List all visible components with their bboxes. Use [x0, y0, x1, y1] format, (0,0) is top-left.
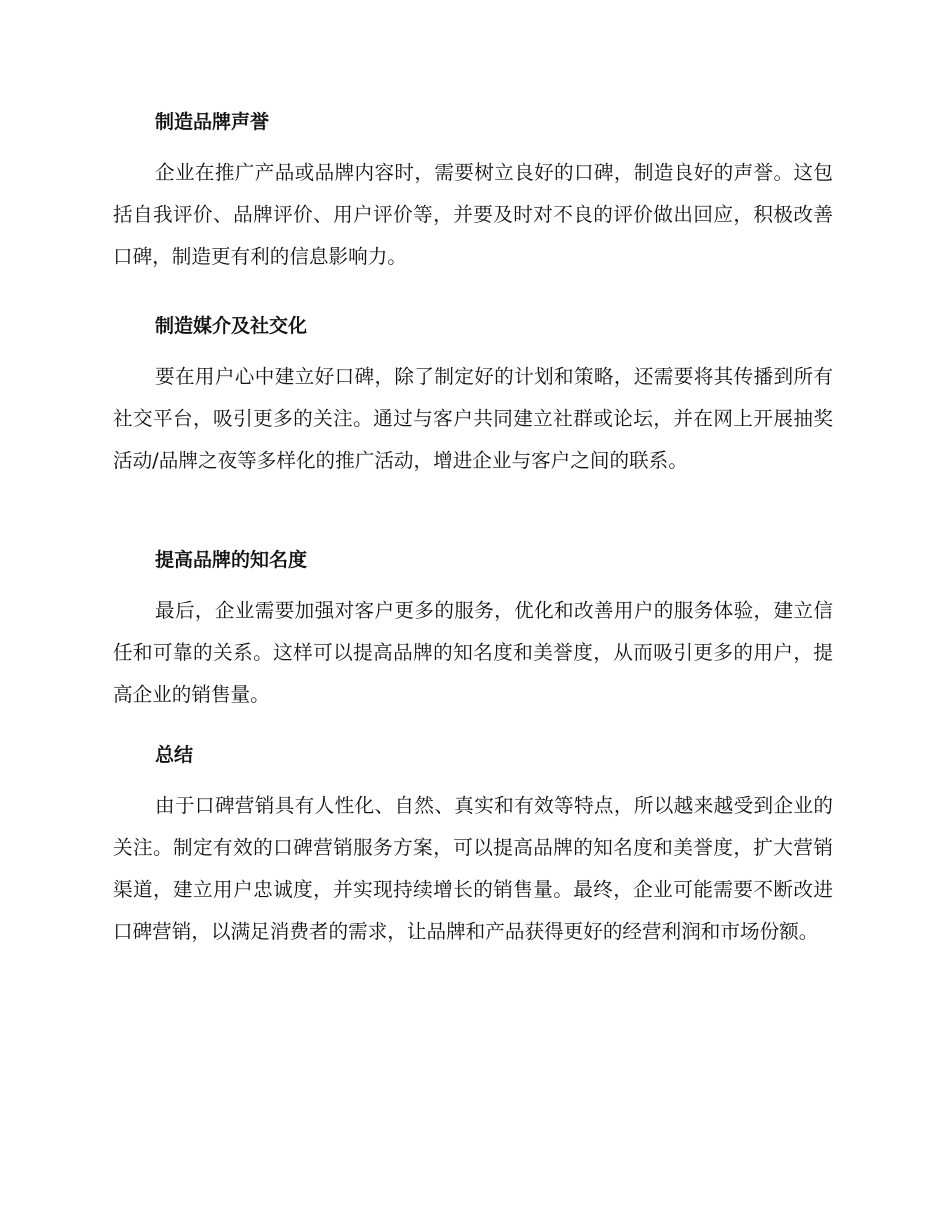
section-paragraph: 由于口碑营销具有人性化、自然、真实和有效等特点，所以越来越受到企业的关注。制定有效的口碑营销服务方案，可以提高品牌的知名度和美誉度，扩大营销渠道，建立用户忠诚度，并实现持续增长的销售量。最终，企业可能需要不断改进口碑营销，以满足消费者的需求，让品牌和产品获得更好的经营利润和市场份额。 — [113, 794, 833, 943]
section-brand-awareness — [113, 546, 833, 726]
section-brand-reputation — [113, 108, 833, 288]
section-paragraph: 企业在推广产品或品牌内容时，需要树立良好的口碑，制造良好的声誉。这包括自我评价、品牌评价、用户评价等，并要及时对不良的评价做出回应，积极改善口碑，制造更有利的信息影响力。 — [113, 161, 833, 268]
section-heading: 制造品牌声誉 — [155, 111, 270, 133]
section-summary — [113, 741, 833, 963]
section-paragraph: 要在用户心中建立好口碑，除了制定好的计划和策略，还需要将其传播到所有社交平台，吸引更多的关注。通过与客户共同建立社群或论坛，并在网上开展抽奖活动/品牌之夜等多样化的推广活动，增进企业与客户之间的联系。 — [113, 365, 833, 472]
section-heading: 总结 — [155, 744, 194, 766]
section-heading: 提高品牌的知名度 — [155, 549, 308, 571]
section-media-social — [113, 312, 833, 492]
section-paragraph: 最后，企业需要加强对客户更多的服务，优化和改善用户的服务体验，建立信任和可靠的关系。这样可以提高品牌的知名度和美誉度，从而吸引更多的用户，提高企业的销售量。 — [113, 599, 833, 706]
section-heading: 制造媒介及社交化 — [155, 315, 308, 337]
